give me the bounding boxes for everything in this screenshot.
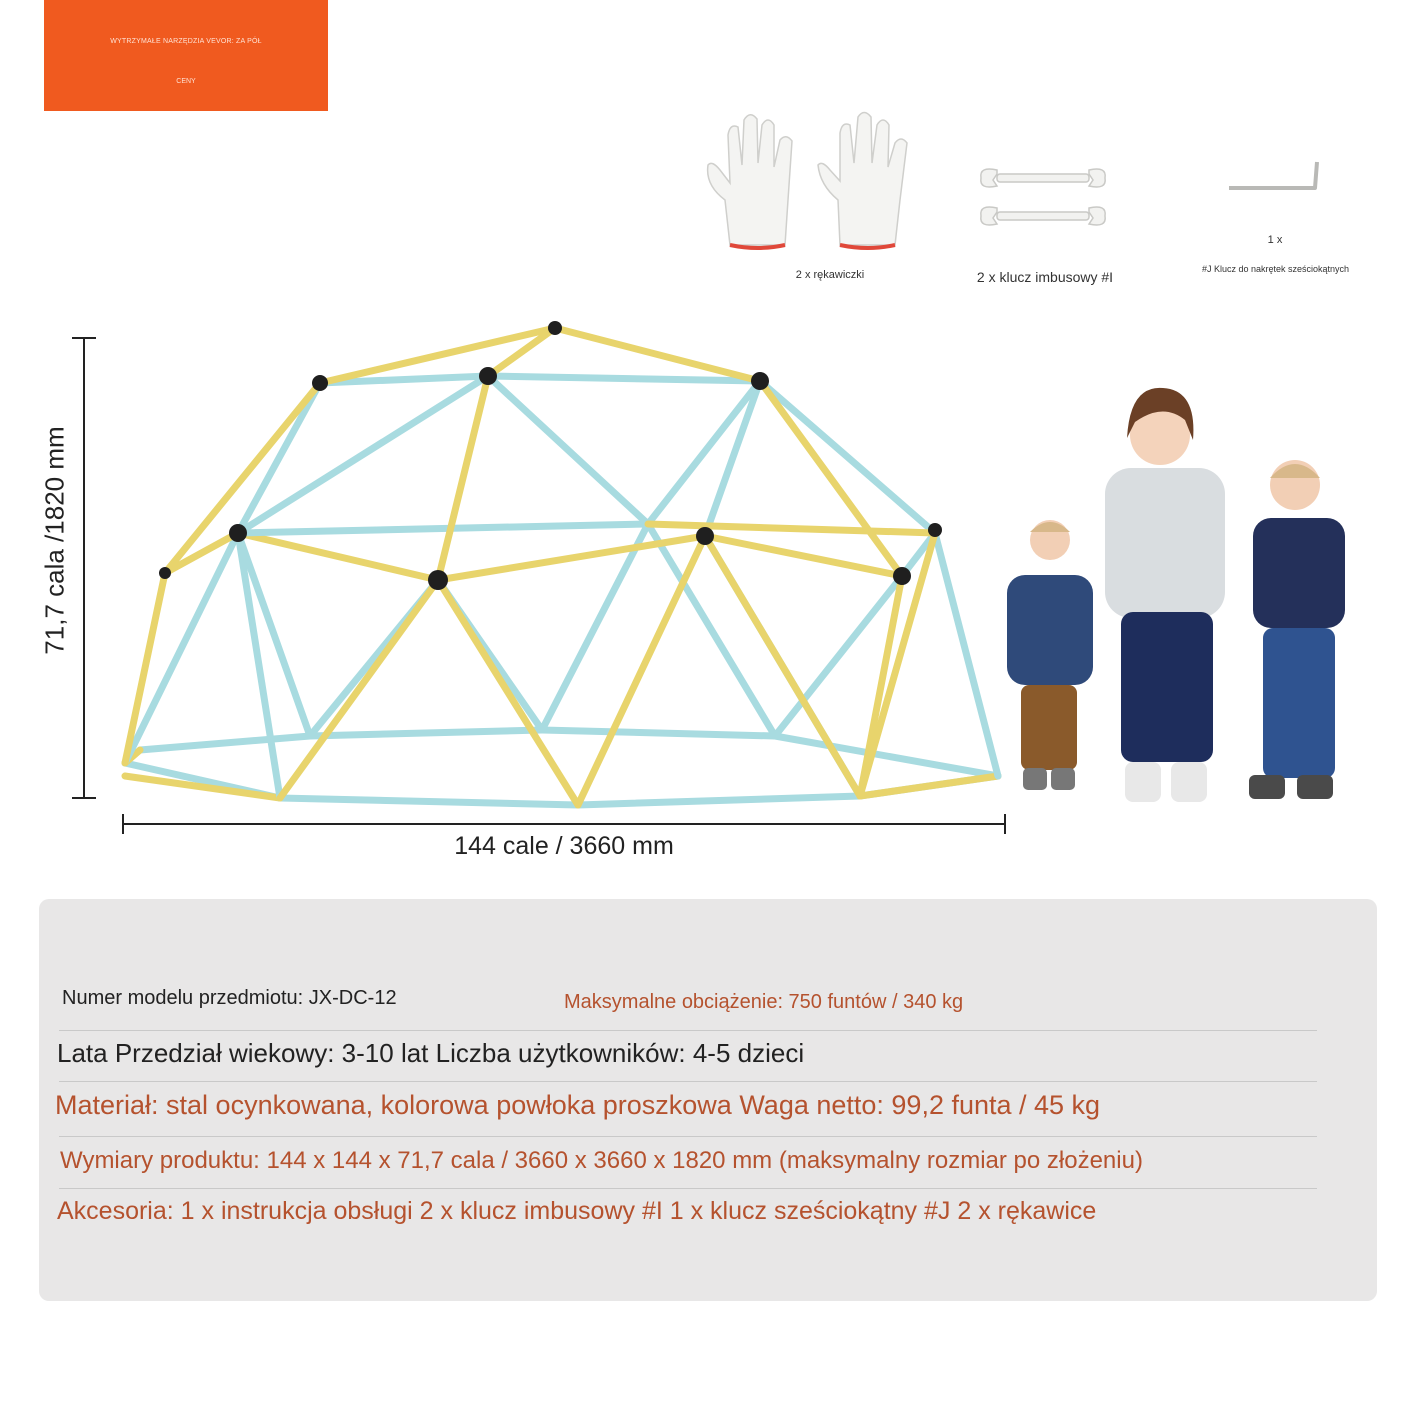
banner-line-1: WYTRZYMAŁE NARZĘDZIA VEVOR: ZA PÓŁ xyxy=(110,38,262,45)
spec-product-dims: Wymiary produktu: 144 x 144 x 71,7 cala / 3660 x 3660 x 1820 mm (maksymalny rozmiar po złożeniu) xyxy=(60,1147,1143,1174)
spec-accessories: Akcesoria: 1 x instrukcja obsługi 2 x klucz imbusowy #I 1 x klucz sześciokątny #J 2 x rękawice xyxy=(57,1197,1097,1225)
height-dimension-line xyxy=(66,335,106,805)
divider xyxy=(59,1136,1317,1137)
climbing-dome xyxy=(110,318,1010,818)
hex-key-qty: 1 x xyxy=(1267,234,1283,246)
spec-material-weight: Materiał: stal ocynkowana, kolorowa powłoka proszkowa Waga netto: 99,2 funta / 45 kg xyxy=(55,1090,1101,1120)
width-label: 144 cale / 3660 mm xyxy=(454,832,674,860)
spec-panel xyxy=(39,899,1377,1301)
gloves-label: 2 x rękawiczki xyxy=(795,269,865,281)
divider xyxy=(59,1188,1317,1189)
divider xyxy=(59,1030,1317,1031)
spec-model: Numer modelu przedmiotu: JX-DC-12 xyxy=(62,987,397,1009)
spec-max-load: Maksymalne obciążenie: 750 funtów / 340 kg xyxy=(564,991,964,1013)
height-label: 71,7 cala /1820 mm xyxy=(39,426,70,655)
wrench-label: 2 x klucz imbusowy #I xyxy=(976,269,1114,285)
wrench-icon xyxy=(975,160,1110,240)
promo-banner xyxy=(44,0,328,111)
hex-key-label: #J Klucz do nakrętek sześciokątnych xyxy=(1201,264,1350,274)
spec-age-users: Lata Przedział wiekowy: 3-10 lat Liczba użytkowników: 4-5 dzieci xyxy=(57,1038,805,1068)
hex-key-icon xyxy=(1225,158,1330,203)
children-illustration xyxy=(985,380,1365,810)
divider xyxy=(59,1081,1317,1082)
banner-line-2: CENY xyxy=(176,78,196,85)
gloves-icon xyxy=(700,105,935,255)
